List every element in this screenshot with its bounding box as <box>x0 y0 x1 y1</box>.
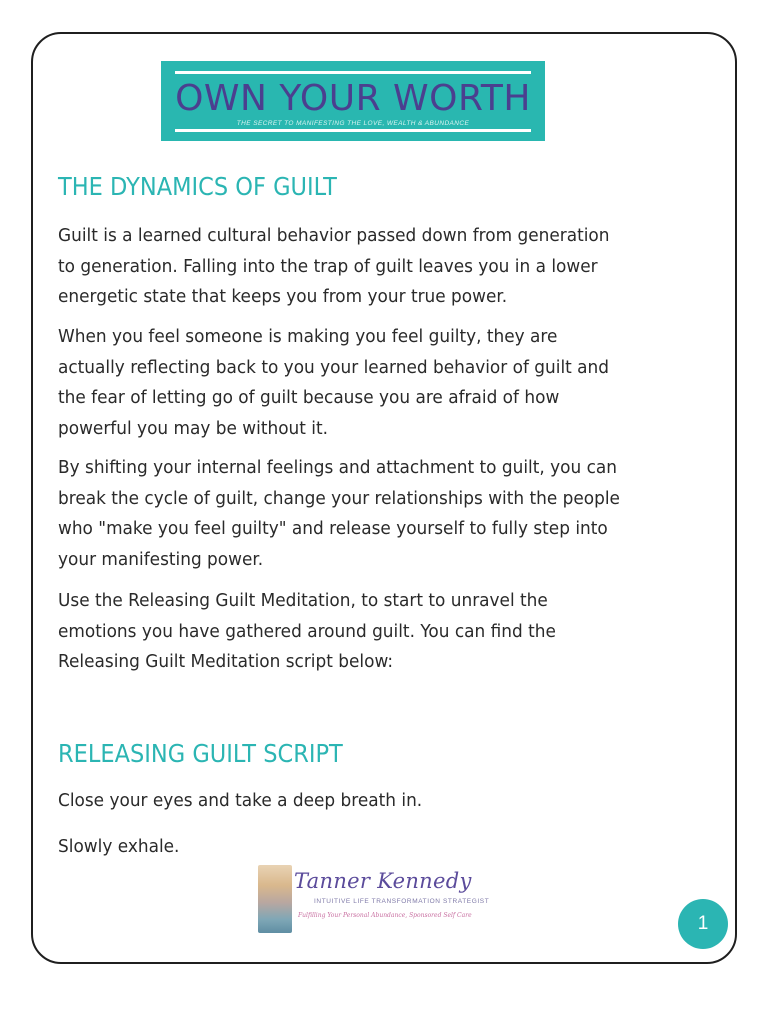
paragraph-text: When you feel someone is making you feel guilty, they are actually reflecting back to you your learned behavior of guilt and the fear of letting go of guilt because you are afraid of how powerful you may be without it. <box>58 326 610 439</box>
paragraph-text: Close your eyes and take a deep breath in. <box>58 790 423 811</box>
banner-top-rule <box>175 71 531 74</box>
page-number-badge: 1 <box>678 899 728 949</box>
paragraph-text: Guilt is a learned cultural behavior passed down from generation to generation. Falling into the trap of guilt leaves you in a lower energetic state that keeps you from your true power. <box>58 225 610 307</box>
logo-tagline: INTUITIVE LIFE TRANSFORMATION STRATEGIST <box>314 898 490 905</box>
paragraph <box>58 221 622 313</box>
paragraph <box>58 832 622 863</box>
paragraph <box>58 453 622 575</box>
brand-logo <box>258 865 490 933</box>
paragraph-text: Use the Releasing Guilt Meditation, to start to unravel the emotions you have gathered around guilt. You can find the Releasing Guilt Meditation script below: <box>58 590 556 672</box>
section-heading-script: RELEASING GUILT SCRIPT <box>58 739 343 768</box>
banner-subtitle: THE SECRET TO MANIFESTING THE LOVE, WEALTH & ABUNDANCE <box>236 120 470 127</box>
section-heading-dynamics: THE DYNAMICS OF GUILT <box>58 172 337 201</box>
banner-bottom-rule <box>175 129 531 132</box>
logo-portrait-image <box>258 865 292 933</box>
logo-name: Tanner Kennedy <box>294 869 472 893</box>
paragraph-text: Slowly exhale. <box>58 836 180 857</box>
paragraph <box>58 586 622 678</box>
paragraph-text: By shifting your internal feelings and attachment to guilt, you can break the cycle of guilt, change your relationships with the people who "make you feel guilty" and release yourself to fully step into your manifesting power. <box>58 457 620 570</box>
logo-motto: Fulfilling Your Personal Abundance, Sponsored Self Care <box>298 912 472 919</box>
banner-title: OWN YOUR WORTH <box>175 78 531 119</box>
header-banner <box>161 61 545 141</box>
paragraph <box>58 786 622 817</box>
paragraph <box>58 322 622 444</box>
